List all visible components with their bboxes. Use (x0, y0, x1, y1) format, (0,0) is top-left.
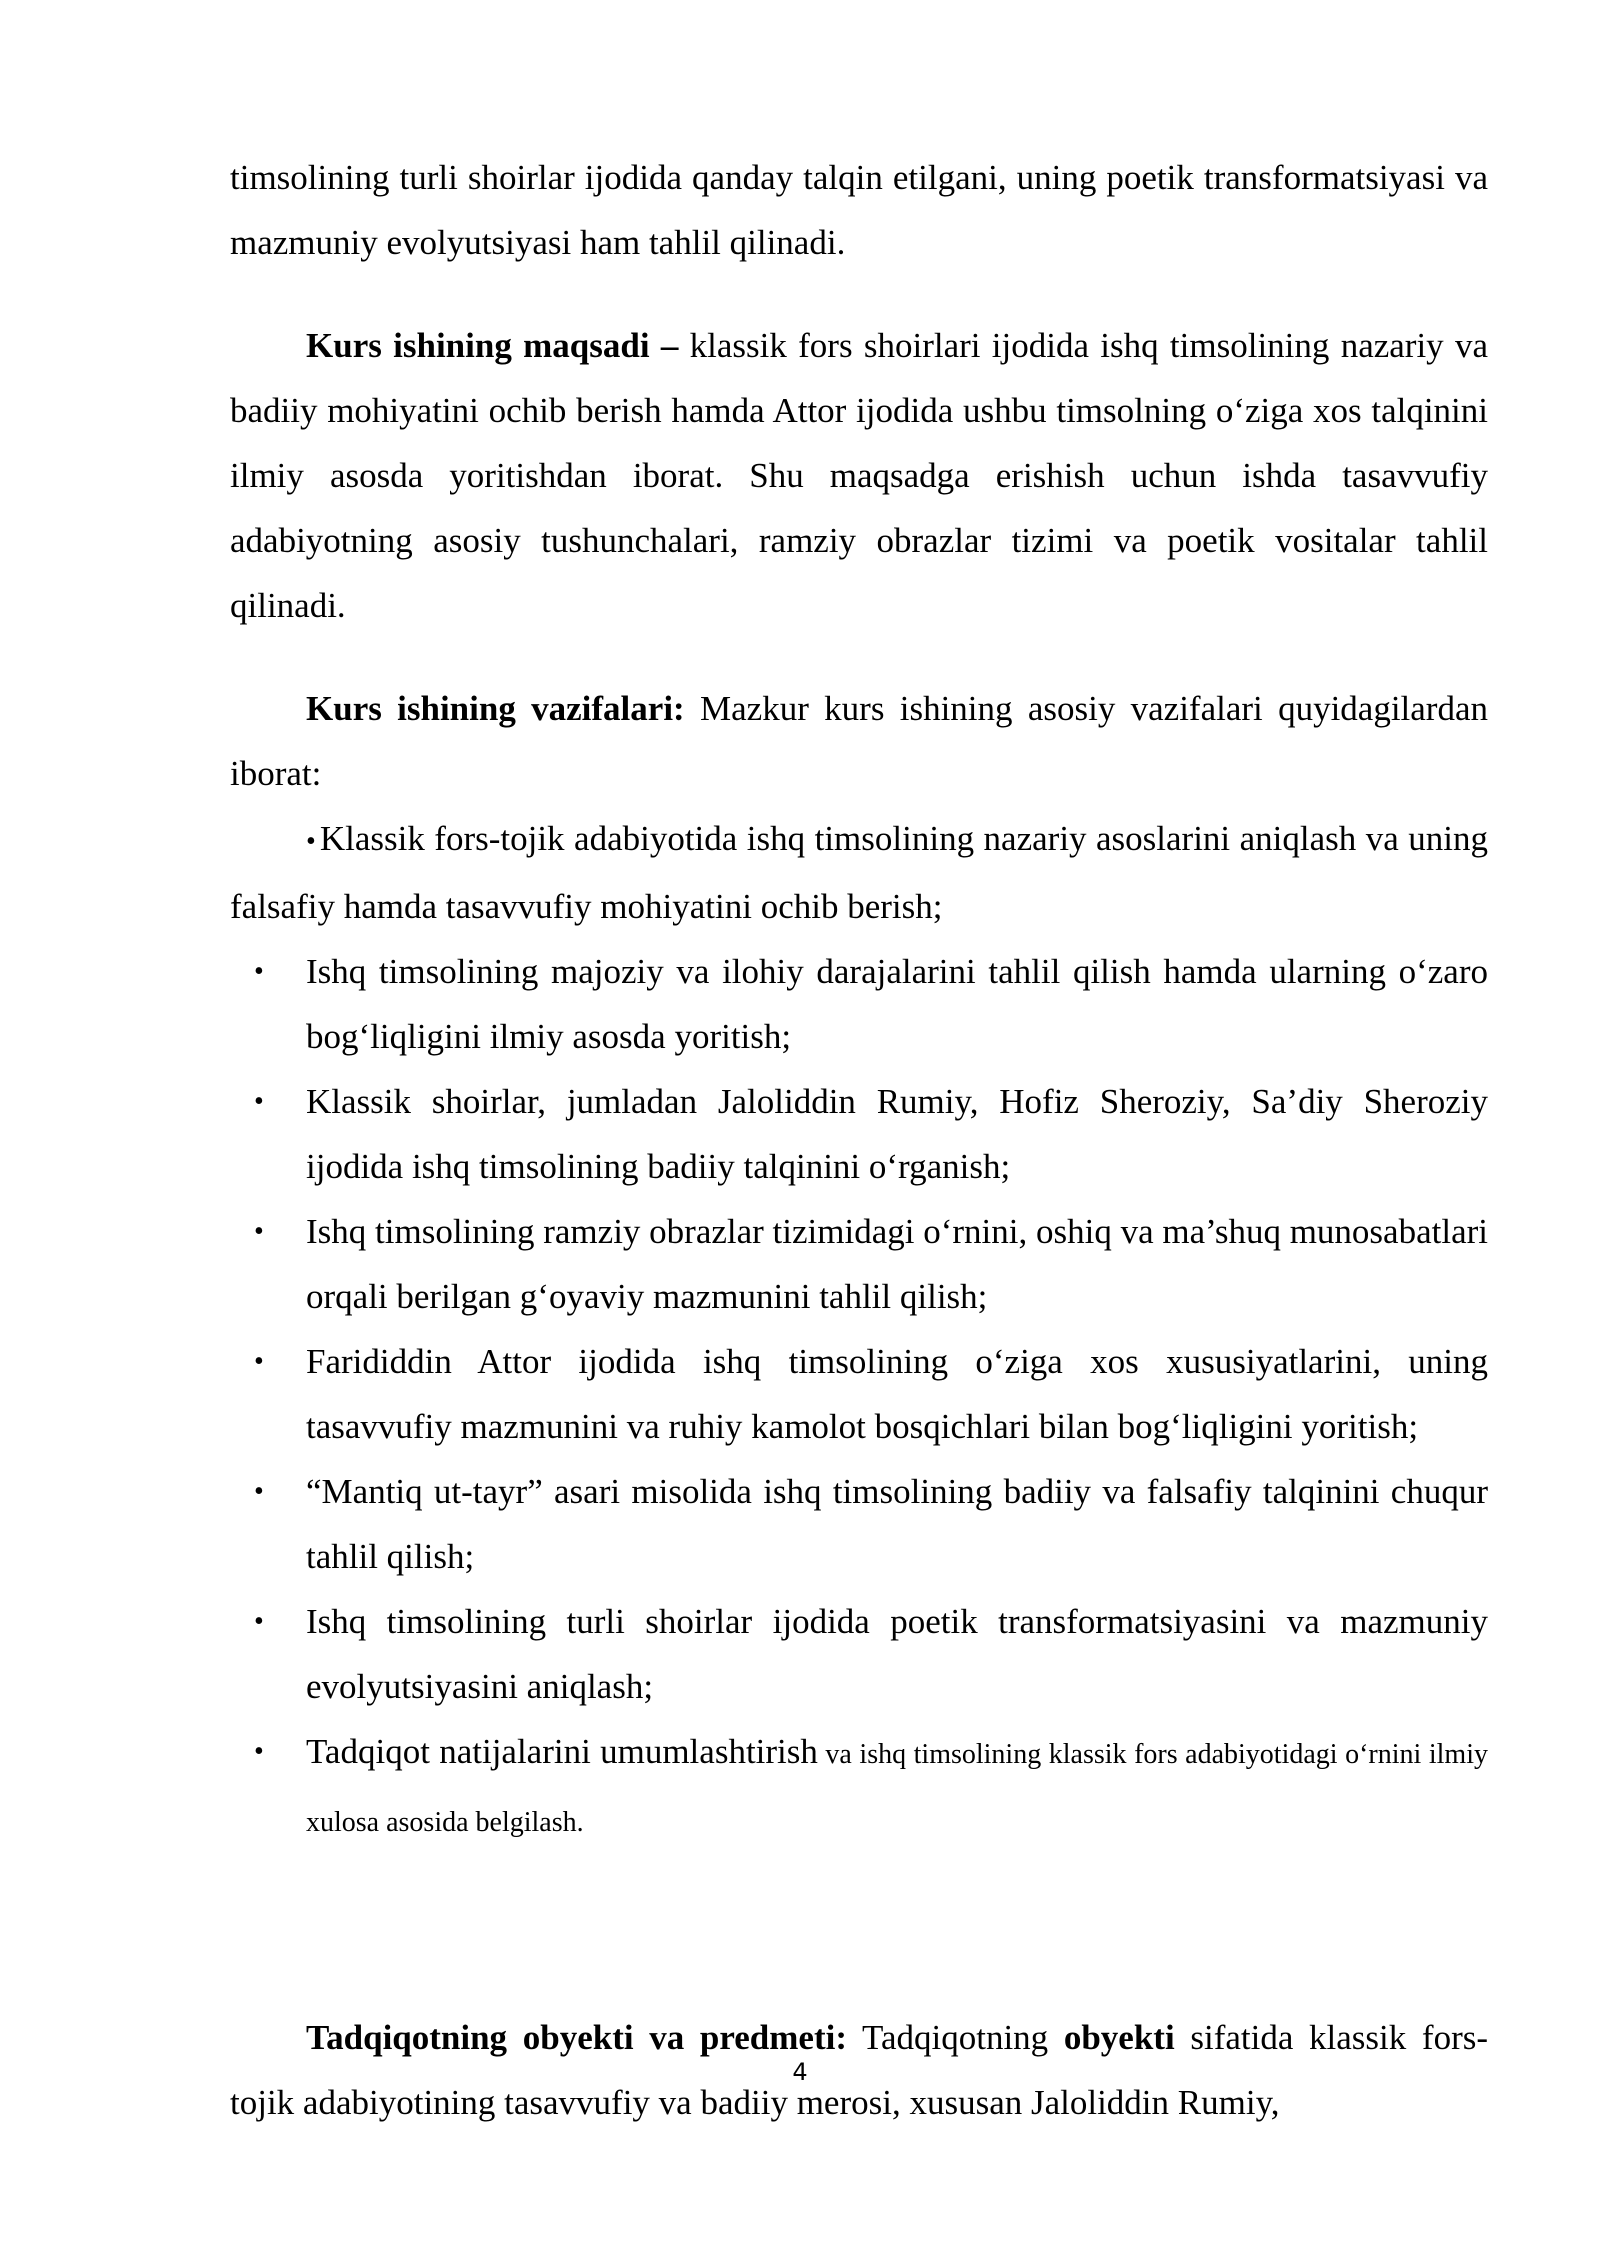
list-item (230, 1329, 1488, 1459)
maqsad-paragraph (230, 313, 1488, 638)
page-number: 4 (792, 2058, 808, 2086)
bullet-icon: • (254, 1086, 264, 1117)
list-item (230, 1199, 1488, 1329)
bullet-icon: • (254, 956, 264, 987)
bullet-icon: • (254, 1216, 264, 1247)
list-item-text: Klassik shoirlar, jumladan Jaloliddin Rumiy, Hofiz Sheroziy, Sa’diy Sheroziy ijodida ishq timsolining badiiy talqinini o‘rganish; (306, 1082, 1488, 1186)
intro-paragraph: timsolining turli shoirlar ijodida qanday talqin etilgani, uning poetik transformatsiyasi va mazmuniy evolyutsiyasi ham tahlil qilinadi. (230, 158, 1488, 262)
list-item-text: Tadqiqot natijalarini umumlashtirish (306, 1732, 818, 1771)
obyekt-text-continued: sifatida klassik fors-tojik adabiyotining tasavvufiy va badiiy merosi, xususan Jaloliddin Rumiy, (230, 2018, 1489, 2122)
obyekt-bold-term: obyekti (1063, 2018, 1175, 2057)
vazifa-first-item-text: Klassik fors-tojik adabiyotida ishq timsolining nazariy asoslarini aniqlash va uning falsafiy hamda tasavvufiy mohiyatini ochib berish; (230, 819, 1488, 926)
list-item (230, 1719, 1488, 1855)
maqsad-heading: Kurs ishining maqsadi (306, 326, 650, 365)
vazifalar-text: Mazkur kurs ishining asosiy vazifalari quyidagilardan iborat: (230, 689, 1488, 793)
vazifalar-heading: Kurs ishining vazifalari: (306, 689, 685, 728)
bullet-icon: • (254, 1346, 264, 1377)
list-item-text: “Mantiq ut-tayr” asari misolida ishq timsolining badiiy va falsafiy talqinini chuqur tahlil qilish; (306, 1472, 1488, 1576)
vazifalar-list (230, 939, 1488, 1855)
bullet-icon: • (306, 826, 316, 857)
bullet-icon: • (254, 1476, 264, 1507)
maqsad-dash: – (649, 326, 690, 365)
obyekt-text: Tadqiqotning (847, 2018, 1064, 2057)
list-item-text: Ishq timsolining ramziy obrazlar tizimidagi o‘rnini, oshiq va ma’shuq munosabatlari orqali berilgan g‘oyaviy mazmunini tahlil qilish; (306, 1212, 1488, 1316)
vazifa-first-item (230, 806, 1488, 939)
maqsad-text: klassik fors shoirlari ijodida ishq timsolining nazariy va badiiy mohiyatini ochib berish hamda Attor ijodida ushbu timsolning o‘ziga xos talqinini ilmiy asosda yoritishdan iborat. Shu maqsadga erishish uchun ishda tasavvufiy adabiyotning asosiy tushunchalari, ramziy obrazlar tizimi va poetik vositalar tahlil qilinadi. (230, 326, 1488, 625)
bullet-icon: • (254, 1736, 264, 1767)
list-item-text: Farididdin Attor ijodida ishq timsolining o‘ziga xos xususiyatlarini, uning tasavvufiy mazmunini va ruhiy kamolot bosqichlari bilan bog‘liqligini yoritish; (306, 1342, 1488, 1446)
list-item-text: Ishq timsolining majoziy va ilohiy darajalarini tahlil qilish hamda ularning o‘zaro bog‘liqligini ilmiy asosda yoritish; (306, 952, 1488, 1056)
obyekt-heading: Tadqiqotning obyekti va predmeti: (306, 2018, 847, 2057)
list-item (230, 1589, 1488, 1719)
list-item (230, 1069, 1488, 1199)
list-item (230, 1459, 1488, 1589)
vazifalar-paragraph (230, 676, 1488, 806)
document-page (230, 145, 1488, 2135)
list-item-text-small: va ishq timsolining klassik fors adabiyotidagi o‘rnini ilmiy xulosa asosida belgilash. (306, 1739, 1488, 1838)
bullet-icon: • (254, 1606, 264, 1637)
list-item (230, 939, 1488, 1069)
list-item-text: Ishq timsolining turli shoirlar ijodida poetik transformatsiyasini va mazmuniy evolyutsiyasini aniqlash; (306, 1602, 1488, 1706)
